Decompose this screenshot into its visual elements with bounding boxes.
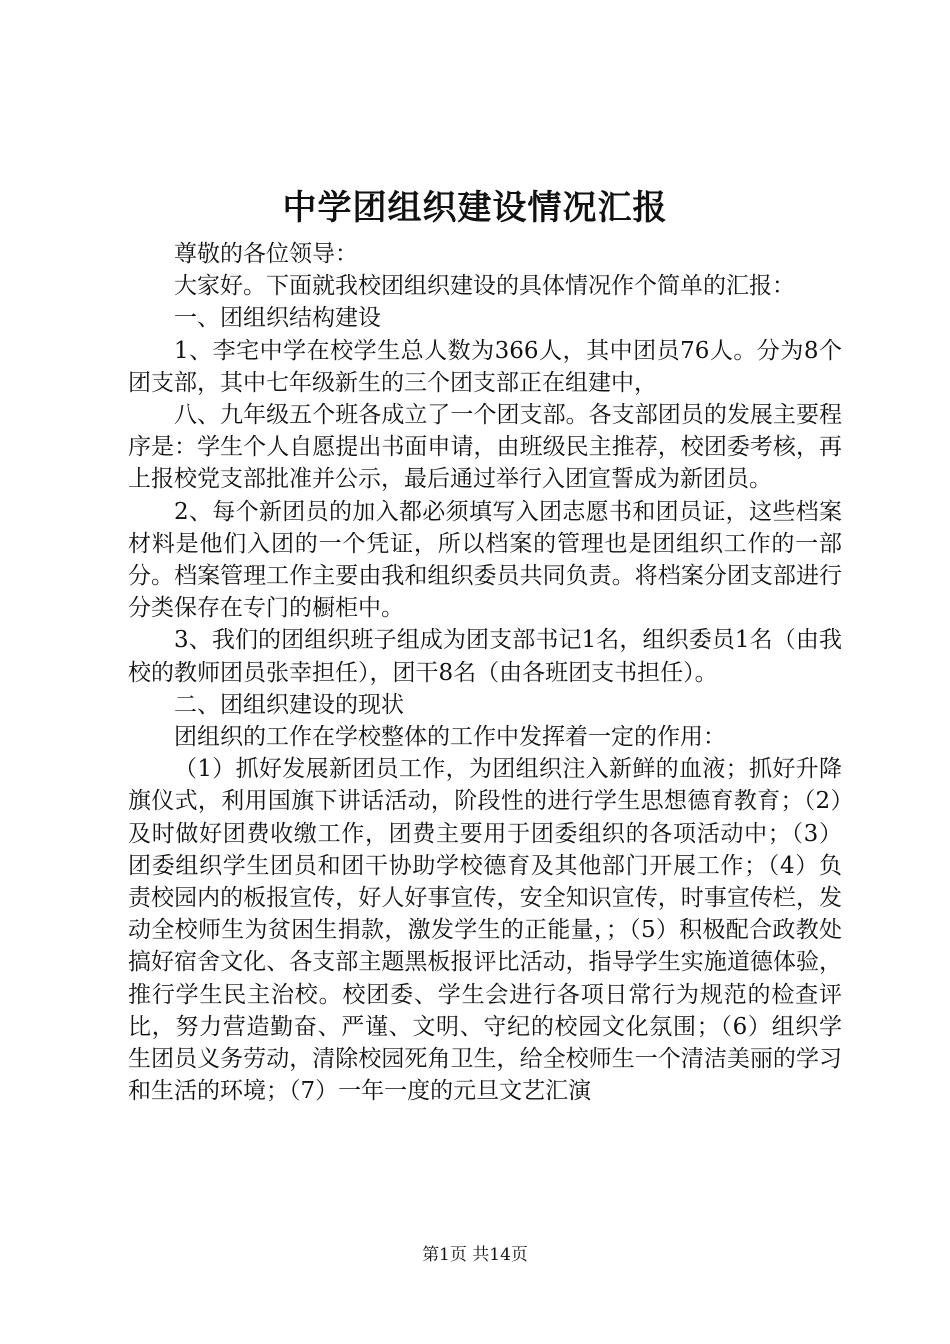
section-heading-1: 一、团组织结构建设 [174, 305, 381, 332]
document-title: 中学团组织建设情况汇报 [282, 188, 668, 228]
paragraph-membership: 1、李宅中学在校学生总人数为366人，其中团员76人。分为8个团支部，其中七年级新生的三个团支部正在组建中， [128, 337, 842, 396]
paragraph-activities: （1）抓好发展新团员工作，为团组织注入新鲜的血液；抓好升降旗仪式，利用国旗下讲话活动，阶段性的进行学生思想德育教育；（2）及时做好团费收缴工作，团费主要用于团委组织的各项活动中；（3）团委组织学生团员和团干协助学校德育及其他部门开展工作；（4）负责校园内的板报宣传，好人好事宣传，安全知识宣传，时事宣传栏，发动全校师生为贫困生捐款，激发学生的正能量，；（5）积极配合政教处搞好宿舍文化、各支部主题黑板报评比活动，指导学生实施道德体验，推行学生民主治校。校团委、学生会进行各项日常行为规范的检查评比，努力营造勤奋、严谨、文明、守纪的校园文化氛围；（6）组织学生团员义务劳动，清除校园死角卫生，给全校师生一个清洁美丽的学习和生活的环境；（7）一年一度的元旦文艺汇演 [128, 756, 842, 1105]
paragraph-branch-process: 八、九年级五个班各成立了一个团支部。各支部团员的发展主要程序是：学生个人自愿提出书面申请，由班级民主推荐，校团委考核，再上报校党支部批准并公示，最后通过举行入团宣誓成为新团员。 [128, 402, 842, 493]
paragraph-role-intro: 团组织的工作在学校整体的工作中发挥着一定的作用： [174, 724, 726, 751]
document-body [128, 238, 842, 1107]
paragraph-archives: 2、每个新团员的加入都必须填写入团志愿书和团员证，这些档案材料是他们入团的一个凭证，所以档案的管理也是团组织工作的一部分。档案管理工作主要由我和组织委员共同负责。将档案分团支部进行分类保存在专门的橱柜中。 [128, 498, 842, 622]
section-heading-2: 二、团组织建设的现状 [174, 691, 404, 718]
salutation-paragraph: 尊敬的各位领导： [174, 241, 358, 267]
intro-paragraph: 大家好。下面就我校团组织建设的具体情况作个简单的汇报： [174, 273, 795, 300]
page-footer: 第1页 共14页 [422, 1245, 528, 1265]
paragraph-leadership: 3、我们的团组织班子组成为团支部书记1名，组织委员1名（由我校的教师团员张幸担任），团干8名（由各班团支书担任）。 [128, 627, 842, 686]
